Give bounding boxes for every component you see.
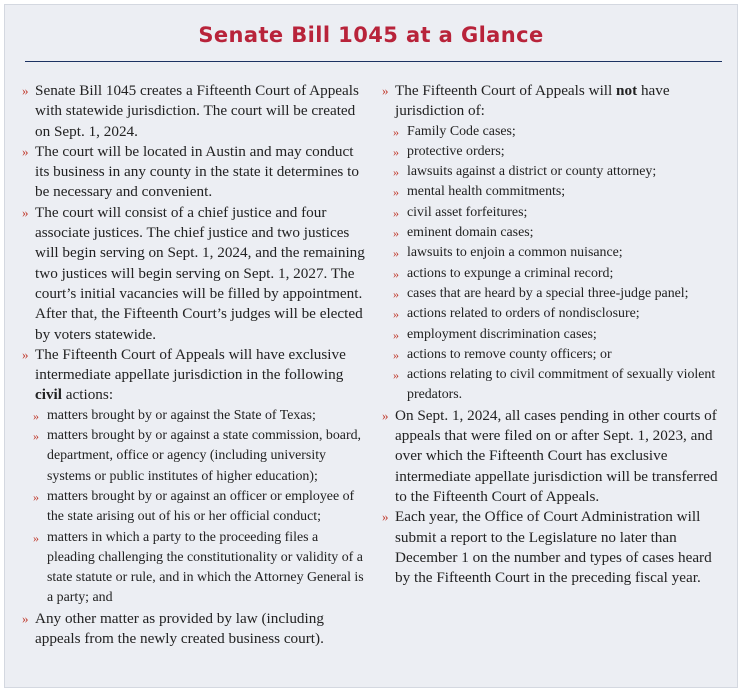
item-text: The court will be located in Austin and may conduct its business in any county in the state it determines to be necessary and convenient. [35, 142, 359, 201]
right-sub-item [381, 162, 721, 182]
bullet-icon: » [393, 124, 399, 139]
item-text: The Fifteenth Court of Appeals will have exclusive intermediate appellate jurisdiction in the following [35, 345, 346, 384]
bullet-icon: » [22, 346, 29, 362]
sub-item-text: actions to expunge a criminal record; [407, 265, 614, 281]
page-title: Senate Bill 1045 at a Glance [198, 23, 544, 47]
left-item-jurisdiction [21, 345, 365, 406]
left-item-other [21, 609, 365, 650]
glance-panel [4, 4, 738, 688]
sub-item-text: matters in which a party to the proceeding files a pleading challenging the constitutionality or validity of a state statute or rule, and in which the Attorney General is a party; and [47, 529, 364, 606]
bullet-icon: » [33, 408, 39, 423]
item-text: Each year, the Office of Court Administration will submit a report to the Legislature no later than December 1 on the number and types of cases heard by the Fifteenth Court in the preceding fiscal year. [395, 508, 712, 587]
bullet-icon: » [22, 610, 29, 626]
left-sub-item [21, 426, 365, 487]
bullet-icon: » [382, 83, 389, 98]
bullet-icon: » [393, 246, 399, 261]
bullet-icon: » [393, 368, 399, 383]
left-item-location [21, 142, 365, 203]
sub-item-text: lawsuits against a district or county attorney; [407, 164, 657, 180]
bullet-icon: » [393, 144, 399, 159]
sub-item-text: employment discrimination cases; [407, 326, 597, 342]
bullet-icon: » [393, 185, 399, 200]
right-sub-item [381, 325, 721, 345]
title-rule [25, 61, 722, 62]
right-sub-item [381, 365, 721, 406]
item-text: Senate Bill 1045 creates a Fifteenth Court of Appeals with statewide jurisdiction. The court will be created on Sept. 1, 2024. [35, 82, 359, 140]
left-sub-item [21, 487, 365, 528]
item-text-bold: civil [35, 386, 62, 404]
sub-item-text: cases that are heard by a special three-judge panel; [407, 285, 689, 301]
right-item-annual-report [381, 507, 721, 588]
bullet-icon: » [22, 204, 29, 220]
right-sub-item [381, 122, 721, 142]
item-text: The court will consist of a chief justice and four associate justices. The chief justice and two justices will begin serving on Sept. 1, 2024, and the remaining two justices will begin serving on Sept. 1, 2027. The court’s initial vacancies will be filled by appointment. After that, the Fifteenth Court’s judges will be elected by voters statewide. [35, 203, 365, 343]
bullet-icon: » [393, 347, 399, 362]
right-column [381, 81, 721, 588]
bullet-icon: » [22, 143, 29, 159]
sub-item-text: matters brought by or against an officer or employee of the state arising out of his or her official conduct; [47, 488, 355, 525]
bullet-icon: » [393, 165, 399, 180]
bullet-icon: » [22, 83, 29, 98]
bullet-icon: » [393, 226, 399, 241]
right-sub-item [381, 142, 721, 162]
sub-item-text: mental health commitments; [407, 184, 566, 200]
right-sub-item [381, 243, 721, 263]
right-item-exclusions [381, 81, 721, 122]
bullet-icon: » [33, 530, 39, 545]
right-sub-item [381, 345, 721, 365]
sub-item-text: Family Code cases; [407, 123, 516, 139]
right-sub-item [381, 182, 721, 202]
sub-item-text: actions related to orders of nondisclosure; [407, 306, 640, 322]
right-sub-item [381, 203, 721, 223]
item-text: Any other matter as provided by law (including appeals from the newly created business court). [35, 609, 324, 648]
bullet-icon: » [382, 509, 389, 525]
item-text: have jurisdiction of: [395, 82, 670, 120]
item-text: The Fifteenth Court of Appeals will [395, 82, 617, 99]
sub-item-text: lawsuits to enjoin a common nuisance; [407, 245, 623, 261]
bullet-icon: » [393, 266, 399, 281]
left-item-composition [21, 203, 365, 345]
right-sub-item [381, 223, 721, 243]
right-item-pending-cases [381, 406, 721, 507]
bullet-icon: » [382, 407, 389, 423]
sub-item-text: matters brought by or against a state commission, board, department, office or agency (including university systems or public institutes of higher education); [47, 428, 362, 484]
left-item-creation [21, 81, 365, 142]
right-sub-item [381, 284, 721, 304]
sub-item-text: actions relating to civil commitment of sexually violent predators. [407, 367, 716, 403]
sub-item-text: protective orders; [407, 143, 505, 159]
item-text: On Sept. 1, 2024, all cases pending in other courts of appeals that were filed on or after Sept. 1, 2023, and over which the Fifteenth Court has exclusive intermediate appellate jurisdiction will be transferred to the Fifteenth Court of Appeals. [395, 406, 718, 505]
bullet-icon: » [33, 489, 39, 504]
bullet-icon: » [393, 205, 399, 220]
bullet-icon: » [33, 429, 39, 444]
item-text-bold: not [616, 82, 638, 99]
left-sub-item [21, 528, 365, 609]
right-sub-item [381, 264, 721, 284]
bullet-icon: » [393, 286, 399, 301]
left-sub-item [21, 406, 365, 426]
bullet-icon: » [393, 327, 399, 342]
right-sub-item [381, 304, 721, 324]
sub-item-text: eminent domain cases; [407, 225, 534, 241]
left-column [21, 81, 365, 649]
item-text: actions: [62, 386, 114, 404]
sub-item-text: actions to remove county officers; or [407, 346, 612, 362]
bullet-icon: » [393, 307, 399, 322]
sub-item-text: matters brought by or against the State of Texas; [47, 407, 316, 423]
sub-item-text: civil asset forfeitures; [407, 204, 528, 220]
